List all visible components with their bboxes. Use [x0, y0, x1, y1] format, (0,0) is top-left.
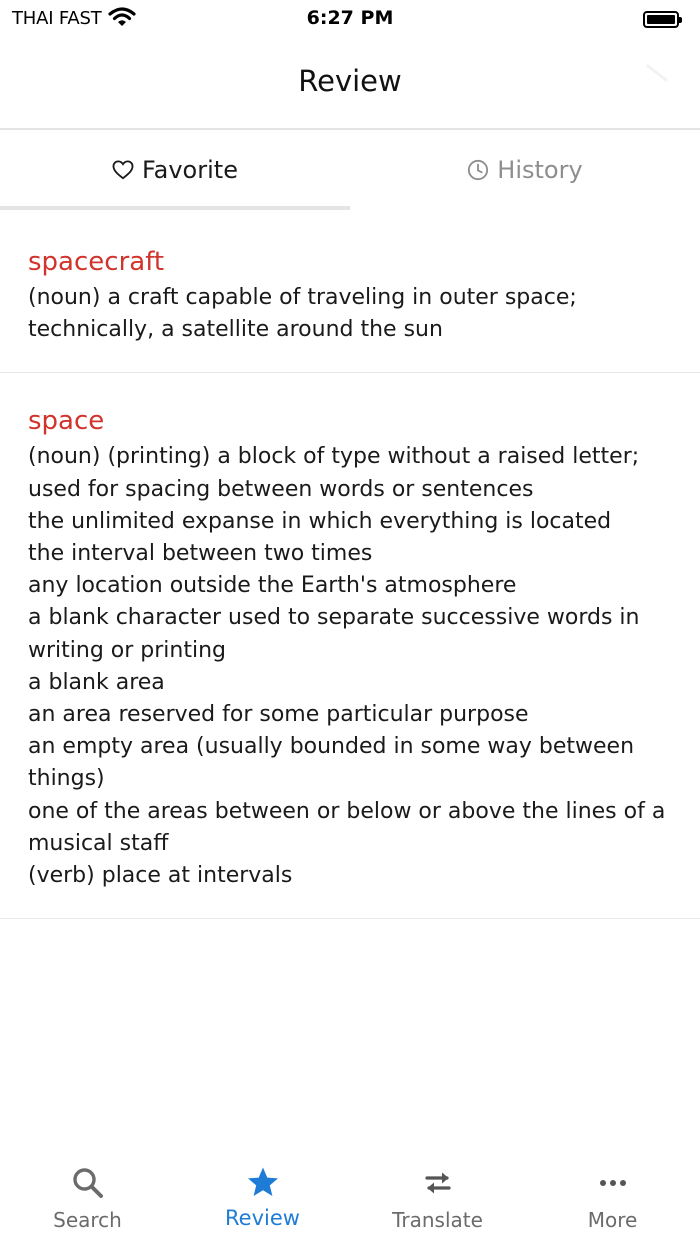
list-item[interactable] [0, 373, 700, 919]
tab-bar-search-label: Search [53, 1208, 122, 1232]
status-time: 6:27 PM [306, 7, 394, 29]
tab-bar-search[interactable] [0, 1148, 175, 1244]
faded-chevron-icon [644, 64, 670, 90]
magnifier-icon [71, 1166, 105, 1200]
tab-bar-review-label: Review [225, 1206, 300, 1230]
status-bar [0, 0, 700, 38]
bottom-tab-bar [0, 1148, 700, 1244]
tab-history[interactable] [350, 130, 700, 210]
star-icon [246, 1166, 280, 1200]
tab-bar-translate[interactable] [350, 1148, 525, 1244]
entry-word: spacecraft [28, 247, 165, 277]
navigation-bar [0, 38, 700, 130]
battery-icon [643, 11, 679, 28]
ellipsis-icon [596, 1166, 630, 1200]
tab-favorite-label: Favorite [142, 156, 238, 184]
page-title: Review [298, 64, 402, 98]
tab-bar-more-label: More [587, 1208, 638, 1232]
heart-icon [112, 160, 134, 180]
entry-definition: (noun) (printing) a block of type without a raised letter; used for spacing between words or sentences the unlimited expanse in which everything is located the interval between two times any location outside the Earth's atmosphere a blank character used to separate successive words in writing or printing a blank area an area reserved for some particular purpose an empty area (usually bounded in some way between things) one of the areas between or below or above the lines of a musical staff (verb) place at intervals [28, 444, 666, 889]
list-item[interactable] [0, 210, 700, 373]
clock-icon [467, 159, 489, 181]
entry-definition: (noun) a craft capable of traveling in outer space; technically, a satellite around the sun [28, 285, 577, 343]
entry-word: space [28, 406, 105, 437]
tab-bar-translate-label: Translate [392, 1208, 483, 1232]
favorite-list [0, 210, 700, 919]
carrier-name: THAI FAST [12, 8, 102, 29]
review-tabs [0, 130, 700, 210]
tab-bar-review[interactable] [175, 1148, 350, 1244]
tab-bar-more[interactable] [525, 1148, 700, 1244]
tab-favorite[interactable] [0, 130, 350, 210]
tab-history-label: History [497, 156, 583, 184]
swap-arrows-icon [421, 1166, 455, 1200]
